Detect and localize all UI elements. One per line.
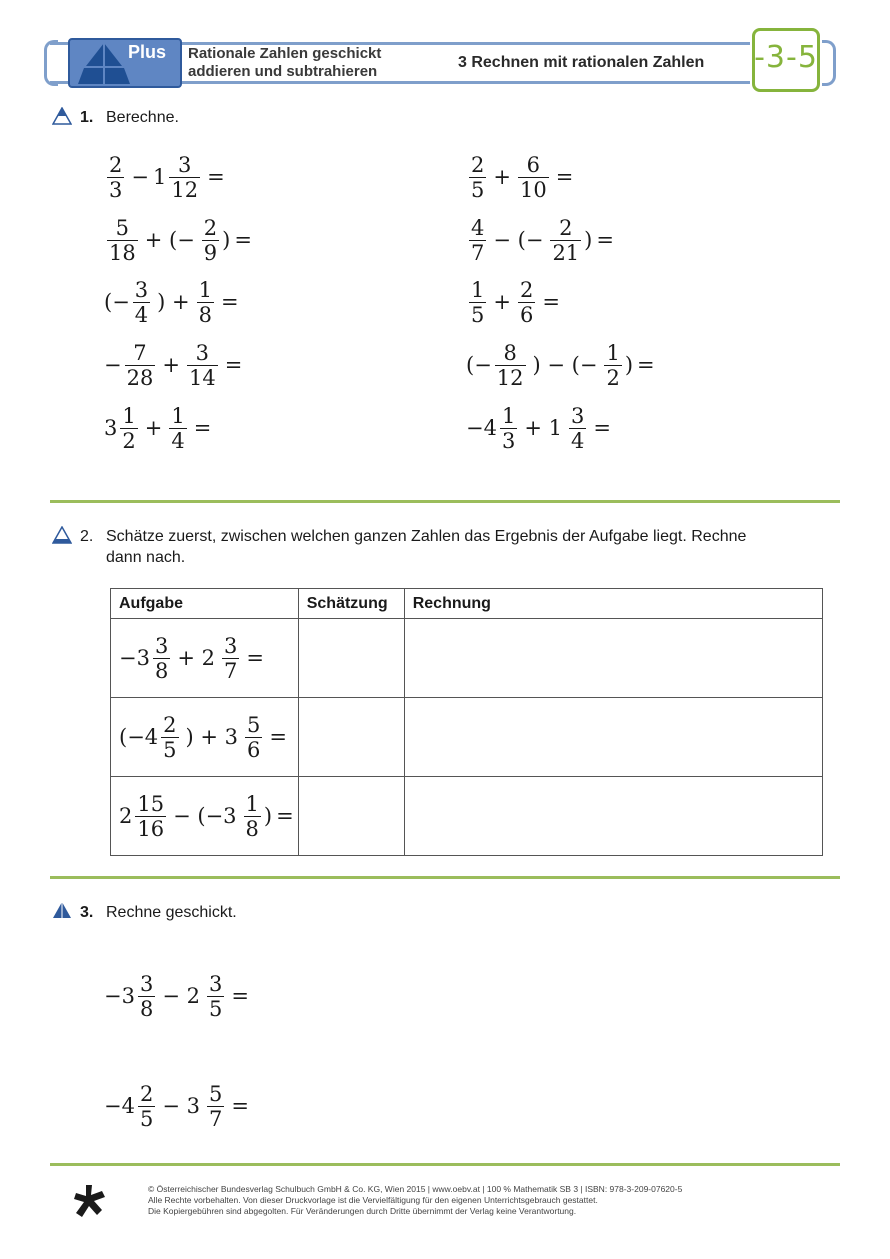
- pyramid-logo-icon: [74, 40, 134, 86]
- task-1-expression: − $\frac{7}{28}$ + $\frac{3}{14}$ =: [104, 340, 243, 390]
- difficulty-pyramid-icon: [52, 901, 72, 919]
- task-1-expression: $\frac{5}{18}$ + (− $\frac{2}{9}$ ) =: [109, 215, 252, 265]
- section-divider: [50, 876, 840, 879]
- task-1-instruction: Berechne.: [106, 109, 179, 126]
- section-divider: [50, 500, 840, 503]
- page-number: -3-5: [754, 40, 818, 75]
- chapter-title: 3 Rechnen mit rationalen Zahlen: [458, 54, 705, 71]
- copyright-footer: © Österreichischer Bundesverlag Schulbuch GmbH & Co. KG, Wien 2015 | www.oebv.at | 100 % Mathematik SB 3 | ISBN: 978-3-209-07620-5 Alle Rechte vorbehalten. Von dieser Druckvorlage ist die Vervielfältigung für den eigenen Unterrichtsgebrauch gestattet. Die Kopiergebühren sind abgegolten. Für Veränderungen durch Dritte übernimmt der Verlag keine Verantwortung.: [148, 1184, 683, 1216]
- calculation-cell[interactable]: [404, 619, 822, 698]
- table-row: [111, 777, 823, 856]
- publisher-logo-icon: [72, 1183, 108, 1221]
- estimate-cell[interactable]: [298, 619, 404, 698]
- task-1-number: 1.: [80, 109, 94, 126]
- header-bracket-right: [822, 40, 836, 86]
- section-divider: [50, 1163, 840, 1166]
- estimate-cell[interactable]: [298, 698, 404, 777]
- column-header-schaetzung: Schätzung: [298, 589, 404, 619]
- task-1-expression: $\frac{4}{7}$ − (− $\frac{2}{21}$ ) =: [471, 215, 614, 265]
- task-3-expression: −3 $\frac{3}{8}$ − 2 $\frac{3}{5}$ =: [104, 971, 249, 1021]
- column-header-rechnung: Rechnung: [404, 589, 822, 619]
- table-row: [111, 698, 823, 777]
- estimation-table: [110, 588, 823, 856]
- task-1-expression: (− $\frac{3}{4}$ ) + $\frac{1}{8}$ =: [104, 277, 239, 327]
- calculation-cell[interactable]: [404, 777, 822, 856]
- estimate-cell[interactable]: [298, 777, 404, 856]
- table-header-row: [111, 589, 823, 619]
- table-row: [111, 619, 823, 698]
- task-1-expression: $\frac{2}{5}$ + $\frac{6}{10}$ =: [471, 152, 574, 202]
- difficulty-pyramid-icon: [52, 107, 72, 125]
- task-3-expression: −4 $\frac{2}{5}$ − 3 $\frac{5}{7}$ =: [104, 1081, 249, 1131]
- difficulty-pyramid-icon: [52, 526, 72, 544]
- plus-badge-label: Plus: [128, 42, 167, 62]
- task-1-expression: $\frac{2}{3}$ − 1 $\frac{3}{12}$ =: [109, 152, 225, 202]
- task-1-expression: −4 $\frac{1}{3}$ + 1 $\frac{3}{4}$ =: [466, 403, 611, 453]
- task-1-expression: 3 $\frac{1}{2}$ + $\frac{1}{4}$ =: [104, 403, 212, 453]
- task-3-number: 3.: [80, 904, 94, 921]
- task-2-instruction: Schätze zuerst, zwischen welchen ganzen Zahlen das Ergebnis der Aufgabe liegt. Rechne dann nach.: [106, 528, 747, 566]
- calculation-cell[interactable]: [404, 698, 822, 777]
- task-2-expression: −3 $\frac{3}{8}$ + 2 $\frac{3}{7}$ =: [119, 633, 264, 683]
- column-header-aufgabe: Aufgabe: [111, 589, 299, 619]
- task-2-number: 2.: [80, 528, 94, 545]
- worksheet-title: Rationale Zahlen geschickt addieren und subtrahieren: [188, 45, 382, 80]
- task-1-expression: (− $\frac{8}{12}$ ) − (− $\frac{1}{2}$ ) =: [466, 340, 655, 390]
- task-2-expression: 2 $\frac{15}{16}$ − (−3 $\frac{1}{8}$ ) =: [119, 791, 294, 841]
- task-3-instruction: Rechne geschickt.: [106, 904, 237, 921]
- task-1-expression: $\frac{1}{5}$ + $\frac{2}{6}$ =: [471, 277, 560, 327]
- task-2-expression: (−4 $\frac{2}{5}$ ) + 3 $\frac{5}{6}$ =: [119, 712, 288, 762]
